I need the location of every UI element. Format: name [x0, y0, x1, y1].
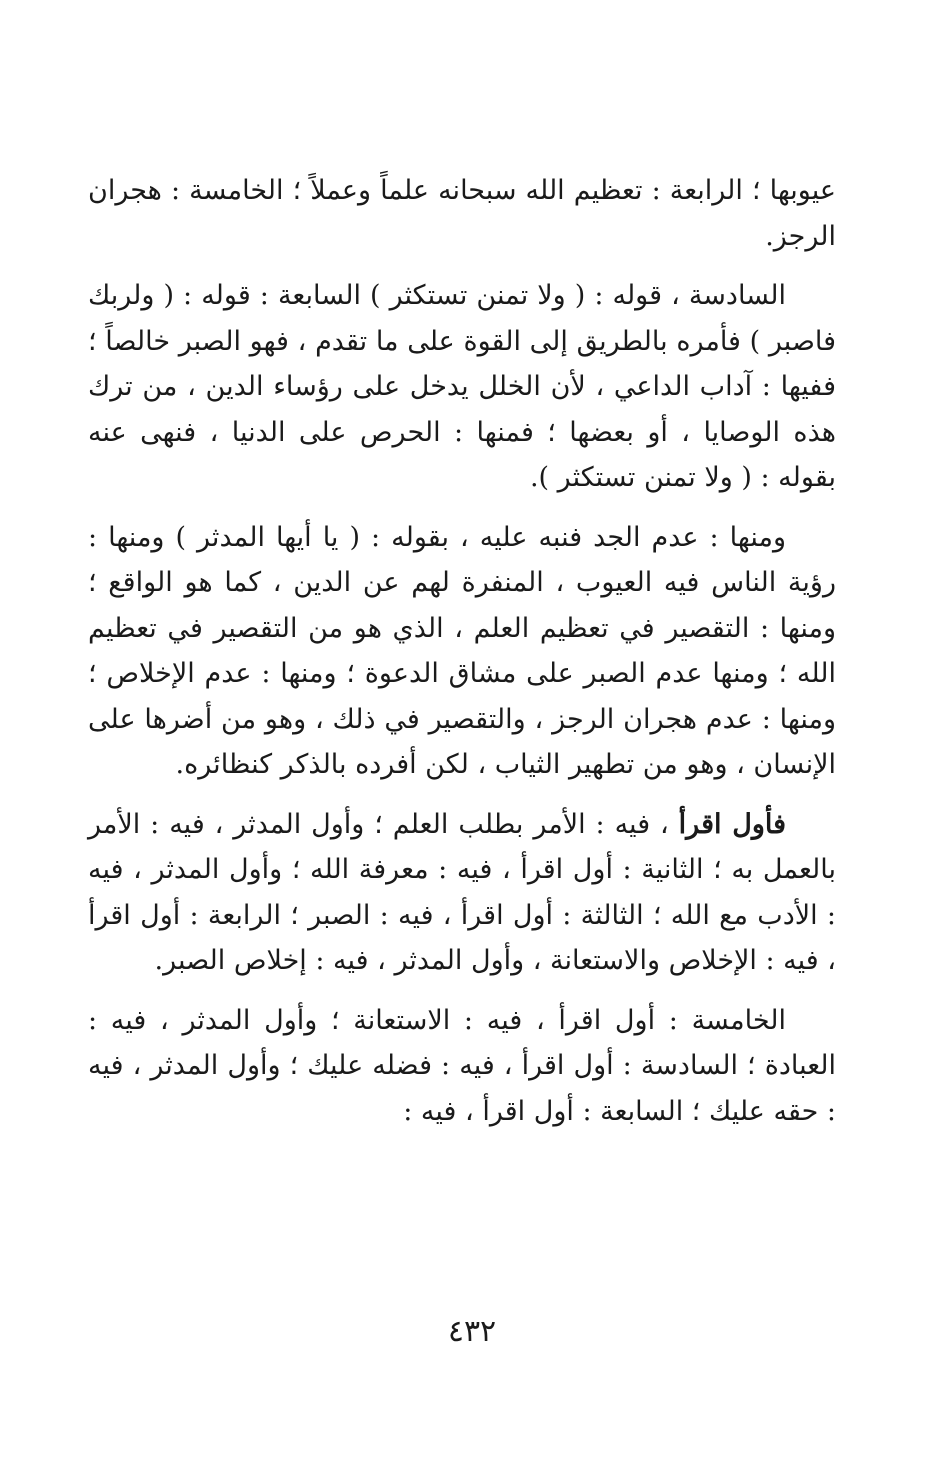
- paragraph-3-text: ومنها : عدم الجد فنبه عليه ، بقوله : ( يا أيها المدثر ) ومنها : رؤية الناس فيه العيوب ، المنفرة لهم عن الدين ، كما هو الواقع ؛ ومنها : التقصير في تعظيم العلم ، الذي هو من التقصير في تعظيم الله ؛ ومنها عدم الصبر على مشاق الدعوة ؛ ومنها : عدم الإخلاص ؛ ومنها : عدم هجران الرجز ، والتقصير في ذلك ، وهو من أضرها على الإنسان ، وهو من تطهير الثياب ، لكن أفرده بالذكر كنظائره.: [88, 521, 836, 780]
- paragraph-1: [88, 168, 836, 259]
- paragraph-4-text: ، فيه : الأمر بطلب العلم ؛ وأول المدثر ، فيه : الأمر بالعمل به ؛ الثانية : أول اقرأ ، فيه : معرفة الله ؛ وأول المدثر ، فيه : الأدب مع الله ؛ الثالثة : أول اقرأ ، فيه : الصبر ؛ الرابعة : أول اقرأ ، فيه : الإخلاص والاستعانة ، وأول المدثر ، فيه : إخلاص الصبر.: [88, 808, 836, 976]
- paragraph-3: [88, 515, 836, 788]
- paragraph-4-lead: فأول اقرأ: [678, 808, 787, 840]
- paragraph-2-text: السادسة ، قوله : ( ولا تمنن تستكثر ) السابعة : قوله : ( ولربك فاصبر ) فأمره بالطريق إلى القوة على ما تقدم ، فهو الصبر خالصاً ؛ ففيها : آداب الداعي ، لأن الخلل يدخل على رؤساء الدين ، من ترك هذه الوصايا ، أو بعضها ؛ فمنها : الحرص على الدنيا ، فنهى عنه بقوله : ( ولا تمنن تستكثر ).: [88, 280, 836, 493]
- paragraph-1-text: عيوبها ؛ الرابعة : تعظيم الله سبحانه علماً وعملاً ؛ الخامسة : هجران الرجز.: [88, 175, 836, 252]
- page-body: [88, 168, 836, 1148]
- page-number: ٤٣٢: [447, 1314, 497, 1349]
- paragraph-2: [88, 273, 836, 501]
- paragraph-5: [88, 998, 836, 1135]
- paragraph-5-text: الخامسة : أول اقرأ ، فيه : الاستعانة ؛ وأول المدثر ، فيه : العبادة ؛ السادسة : أول اقرأ ، فيه : فضله عليك ؛ وأول المدثر ، فيه : حقه عليك ؛ السابعة : أول اقرأ ، فيه :: [88, 1004, 837, 1127]
- paragraph-4: [88, 802, 836, 984]
